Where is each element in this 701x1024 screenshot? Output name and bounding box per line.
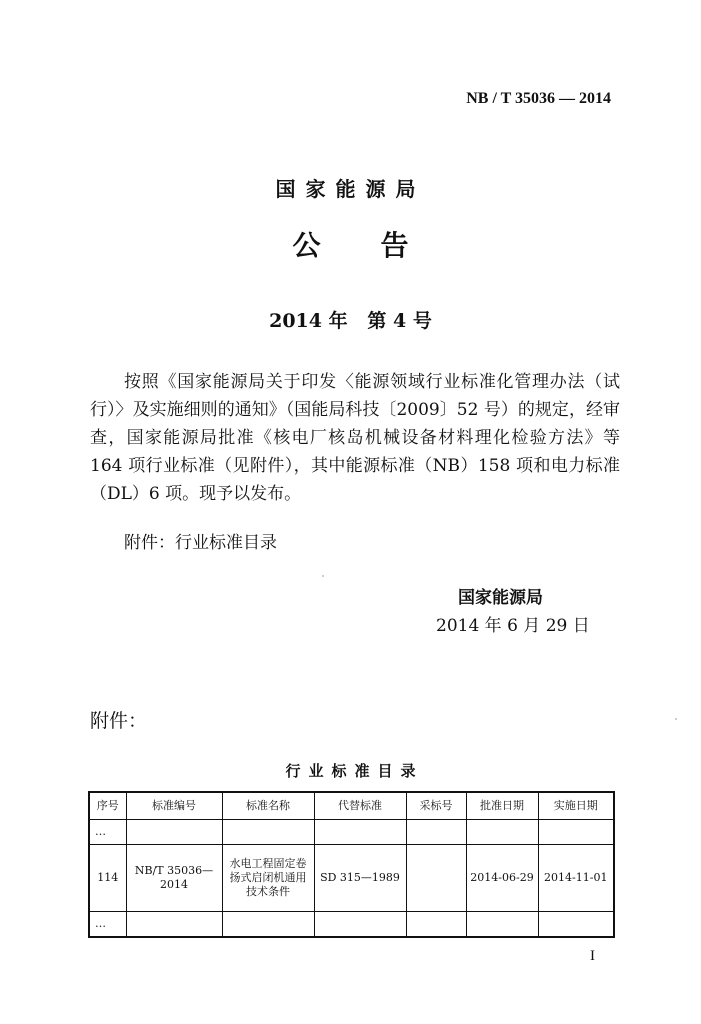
standards-catalog-table [88,791,615,938]
notice-title: 公告 [292,229,469,262]
issue-date: 2014 年 6 月 29 日 [436,616,590,636]
standard-code: NB / T 35036 — 2014 [466,90,611,107]
table-row-ellipsis [89,912,614,938]
attachment-reference: 附件：行业标准目录 [124,533,277,553]
column-header: 序号 [89,792,126,820]
cell-code: NB/T 35036— 2014 [126,845,222,912]
cell-name: 水电工程固定卷扬式启闭机通用技术条件 [222,845,314,912]
column-header: 批准日期 [466,792,538,820]
column-header: 标准编号 [126,792,222,820]
attachment-label: 附件： [90,710,148,732]
ellipsis-cell: … [89,912,126,938]
scan-speck [675,718,677,720]
table-row [89,845,614,912]
ellipsis-cell: … [89,820,126,845]
cell-effective: 2014-11-01 [538,845,614,912]
cell-approved: 2014-06-29 [466,845,538,912]
cell-seq: 114 [89,845,126,912]
column-header: 代替标准 [314,792,406,820]
page-number: I [590,948,595,964]
column-header: 实施日期 [538,792,614,820]
cell-adopted [406,845,466,912]
agency-name: 国家能源局 [275,177,426,201]
column-header: 标准名称 [222,792,314,820]
catalog-title: 行业标准目录 [285,762,424,780]
notice-body: 按照《国家能源局关于印发〈能源领域行业标准化管理办法（试行）〉及实施细则的通知》（国能局科技〔2009〕52 号）的规定，经审查，国家能源局批准《核电厂核岛机械设备材料理化检验方法》等 164 项行业标准（见附件），其中能源标准（NB）158 项和电力标准（DL）6 项。现予以发布。 [90,372,620,504]
issuer-name: 国家能源局 [458,588,543,608]
column-header: 采标号 [406,792,466,820]
table-row-ellipsis [89,820,614,845]
notice-number: 2014 年 第 4 号 [269,310,432,332]
cell-replaces: SD 315—1989 [314,845,406,912]
scan-speck [322,575,324,577]
table-header-row [89,792,614,820]
